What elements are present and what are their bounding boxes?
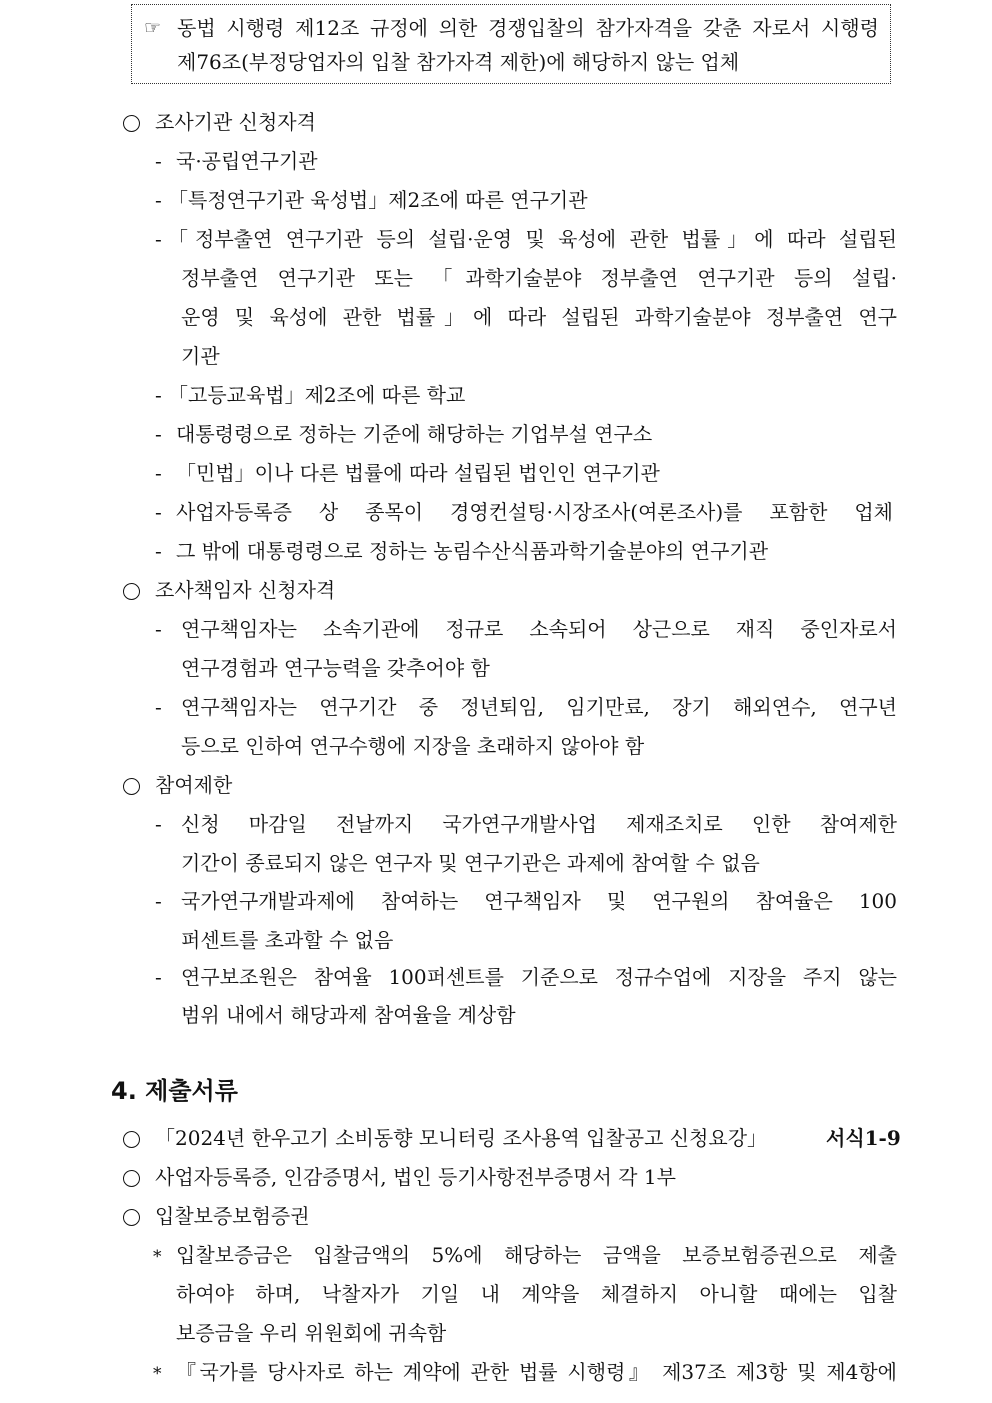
participation-item: 국가연구개발과제에 참여하는 연구책임자 및 연구원의 참여율은 100 (181, 889, 897, 913)
dash-bullet-icon: - (155, 889, 162, 913)
institution-item: 「민법」이나 다른 법률에 따라 설립된 법인인 연구기관 (176, 461, 660, 485)
institution-item-continued: 기관 (181, 344, 220, 368)
dash-bullet-icon: - (155, 617, 162, 641)
circle-bullet-icon (123, 1131, 140, 1148)
circle-bullet-icon (123, 778, 140, 795)
institution-item-continued: 정부출연 연구기관 또는 「과학기술분야 정부출연 연구기관 등의 설립· (181, 266, 897, 290)
circle-bullet-icon (123, 583, 140, 600)
dash-bullet-icon: - (155, 383, 162, 407)
dash-bullet-icon: - (155, 812, 162, 836)
institution-qualification-title: 조사기관 신청자격 (155, 110, 316, 134)
deposit-note-continued: 하여야 하며, 낙찰자가 기일 내 계약을 체결하지 아니할 때에는 입찰 (176, 1282, 897, 1306)
participation-item-continued: 퍼센트를 초과할 수 없음 (181, 928, 394, 952)
deposit-note: 『국가를 당사자로 하는 계약에 관한 법률 시행령』 제37조 제3항 및 제4항에 (176, 1360, 897, 1384)
asterisk-bullet-icon: * (153, 1364, 162, 1384)
deposit-note-continued: 보증금을 우리 위원회에 귀속함 (176, 1321, 447, 1345)
researcher-item: 연구책임자는 소속기관에 정규로 소속되어 상근으로 재직 중인자로서 (181, 617, 897, 641)
asterisk-bullet-icon: * (153, 1247, 162, 1267)
deposit-note: 입찰보증금은 입찰금액의 5%에 해당하는 금액을 보증보험증권으로 제출 (176, 1243, 897, 1267)
researcher-item-continued: 등으로 인하여 연구수행에 지장을 초래하지 않아야 함 (181, 734, 645, 758)
participation-item-continued: 범위 내에서 해당과제 참여율을 계상함 (181, 1003, 516, 1027)
institution-item-continued: 운영 및 육성에 관한 법률」에 따라 설립된 과학기술분야 정부출연 연구 (181, 305, 897, 329)
participation-limit-title: 참여제한 (155, 773, 233, 797)
dash-bullet-icon: - (155, 227, 162, 251)
document-item: 「2024년 한우고기 소비동향 모니터링 조사용역 입찰공고 신청요강」 (155, 1126, 768, 1150)
researcher-item-continued: 연구경험과 연구능력을 갖추어야 함 (181, 656, 490, 680)
institution-item: 대통령령으로 정하는 기준에 해당하는 기업부설 연구소 (176, 422, 653, 446)
dash-bullet-icon: - (155, 461, 162, 485)
researcher-item: 연구책임자는 연구기간 중 정년퇴임, 임기만료, 장기 해외연수, 연구년 (181, 695, 897, 719)
document-item: 입찰보증보험증권 (155, 1204, 310, 1228)
circle-bullet-icon (123, 1209, 140, 1226)
dash-bullet-icon: - (155, 695, 162, 719)
participation-item: 신청 마감일 전날까지 국가연구개발사업 제재조치로 인한 참여제한 (181, 812, 897, 836)
participation-item-continued: 기간이 종료되지 않은 연구자 및 연구기관은 과제에 참여할 수 없음 (181, 851, 760, 875)
circle-bullet-icon (123, 1170, 140, 1187)
researcher-qualification-title: 조사책임자 신청자격 (155, 578, 336, 602)
dash-bullet-icon: - (155, 149, 162, 173)
institution-item: 그 밖에 대통령령으로 정하는 농림수산식품과학기술분야의 연구기관 (176, 539, 769, 563)
document-item: 사업자등록증, 인감증명서, 법인 등기사항전부증명서 각 1부 (155, 1165, 676, 1189)
institution-item: 「특정연구기관 육성법」제2조에 따른 연구기관 (168, 188, 588, 212)
dash-bullet-icon: - (155, 188, 162, 212)
dash-bullet-icon: - (155, 539, 162, 563)
dash-bullet-icon: - (155, 965, 162, 989)
institution-item: 사업자등록증 상 종목이 경영컨설팅·시장조사(여론조사)를 포함한 업체 (176, 500, 893, 524)
dash-bullet-icon: - (155, 500, 162, 524)
participation-item: 연구보조원은 참여율 100퍼센트를 기준으로 정규수업에 지장을 주지 않는 (181, 965, 897, 989)
institution-item: 「정부출연 연구기관 등의 설립·운영 및 육성에 관한 법률」에 따라 설립된 (168, 227, 897, 251)
form-reference: 서식1-9 (826, 1126, 901, 1150)
institution-item: 「고등교육법」제2조에 따른 학교 (168, 383, 466, 407)
dash-bullet-icon: - (155, 422, 162, 446)
note-box-line-1: 동법 시행령 제12조 규정에 의한 경쟁입찰의 참가자격을 갖춘 자로서 시행령 (177, 16, 879, 40)
pointing-hand-icon: ☞ (144, 17, 162, 39)
note-box-line-2: 제76조(부정당업자의 입찰 참가자격 제한)에 해당하지 않는 업체 (177, 50, 740, 74)
section-heading: 4. 제출서류 (111, 1077, 238, 1105)
circle-bullet-icon (123, 115, 140, 132)
institution-item: 국·공립연구기관 (176, 149, 318, 173)
